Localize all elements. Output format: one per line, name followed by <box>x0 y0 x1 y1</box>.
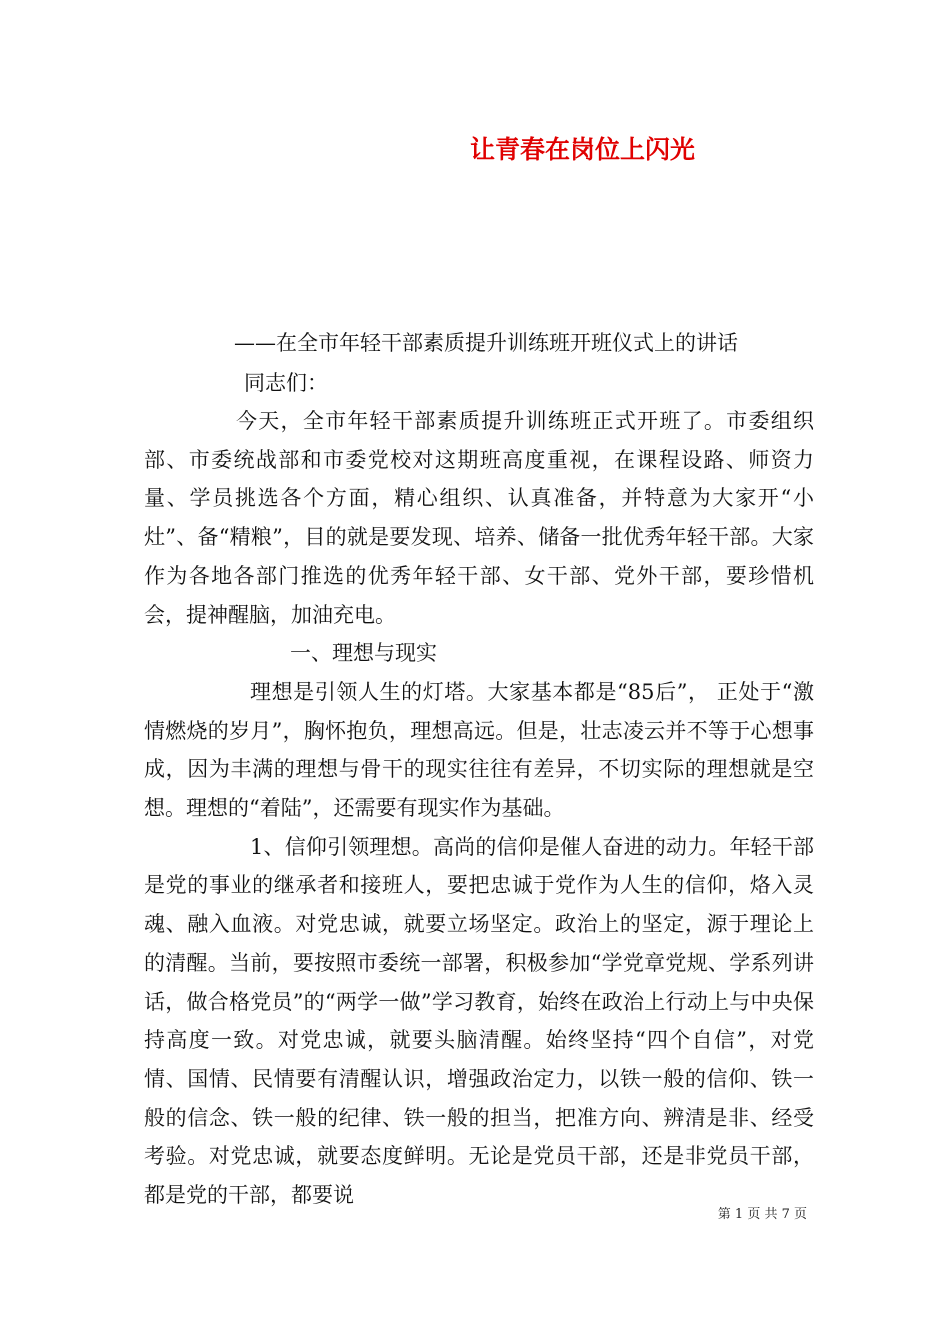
paragraph-item-1: 1、信仰引领理想。高尚的信仰是催人奋进的动力。年轻干部是党的事业的继承者和接班人，要把忠诚于党作为人生的信仰，烙入灵魂、融入血液。对党忠诚，就要立场坚定。政治上的坚定，源于理论上的清醒。当前，要按照市委统一部署，积极参加“学党章党规、学系列讲话，做合格党员”的“两学一做”学习教育，始终在政治上行动上与中央保持高度一致。对党忠诚，就要头脑清醒。始终坚持“四个自信”，对党情、国情、民情要有清醒认识，增强政治定力，以铁一般的信仰、铁一般的信念、铁一般的纪律、铁一般的担当，把准方向、辨清是非、经受考验。对党忠诚，就要态度鲜明。无论是党员干部，还是非党员干部，都是党的干部，都要说 <box>144 834 814 1208</box>
document-body <box>144 402 814 1215</box>
document-subtitle: ——在全市年轻干部素质提升训练班开班仪式上的讲话 <box>234 331 738 355</box>
page-number-footer: 第 1 页 共 7 页 <box>717 1207 807 1222</box>
section-heading: 一、理想与现实 <box>290 641 437 666</box>
paragraph-ideal: 理想是引领人生的灯塔。大家基本都是“85后”， 正处于“激情燃烧的岁月”，胸怀抱负，理想高远。但是，壮志凌云并不等于心想事成，因为丰满的理想与骨干的现实往往有差异，不切实际的理想就是空想。理想的“着陆”，还需要有现实作为基础。 <box>144 679 814 821</box>
paragraph-intro: 今天，全市年轻干部素质提升训练班正式开班了。市委组织部、市委统战部和市委党校对这期班高度重视，在课程设路、师资力量、学员挑选各个方面，精心组织、认真准备，并特意为大家开“小灶”、备“精粮”，目的就是要发现、培养、储备一批优秀年轻干部。大家作为各地各部门推选的优秀年轻干部、女干部、党外干部，要珍惜机会，提神醒脑，加油充电。 <box>144 409 814 627</box>
salutation: 同志们： <box>244 371 328 395</box>
document-title: 让青春在岗位上闪光 <box>470 135 696 164</box>
